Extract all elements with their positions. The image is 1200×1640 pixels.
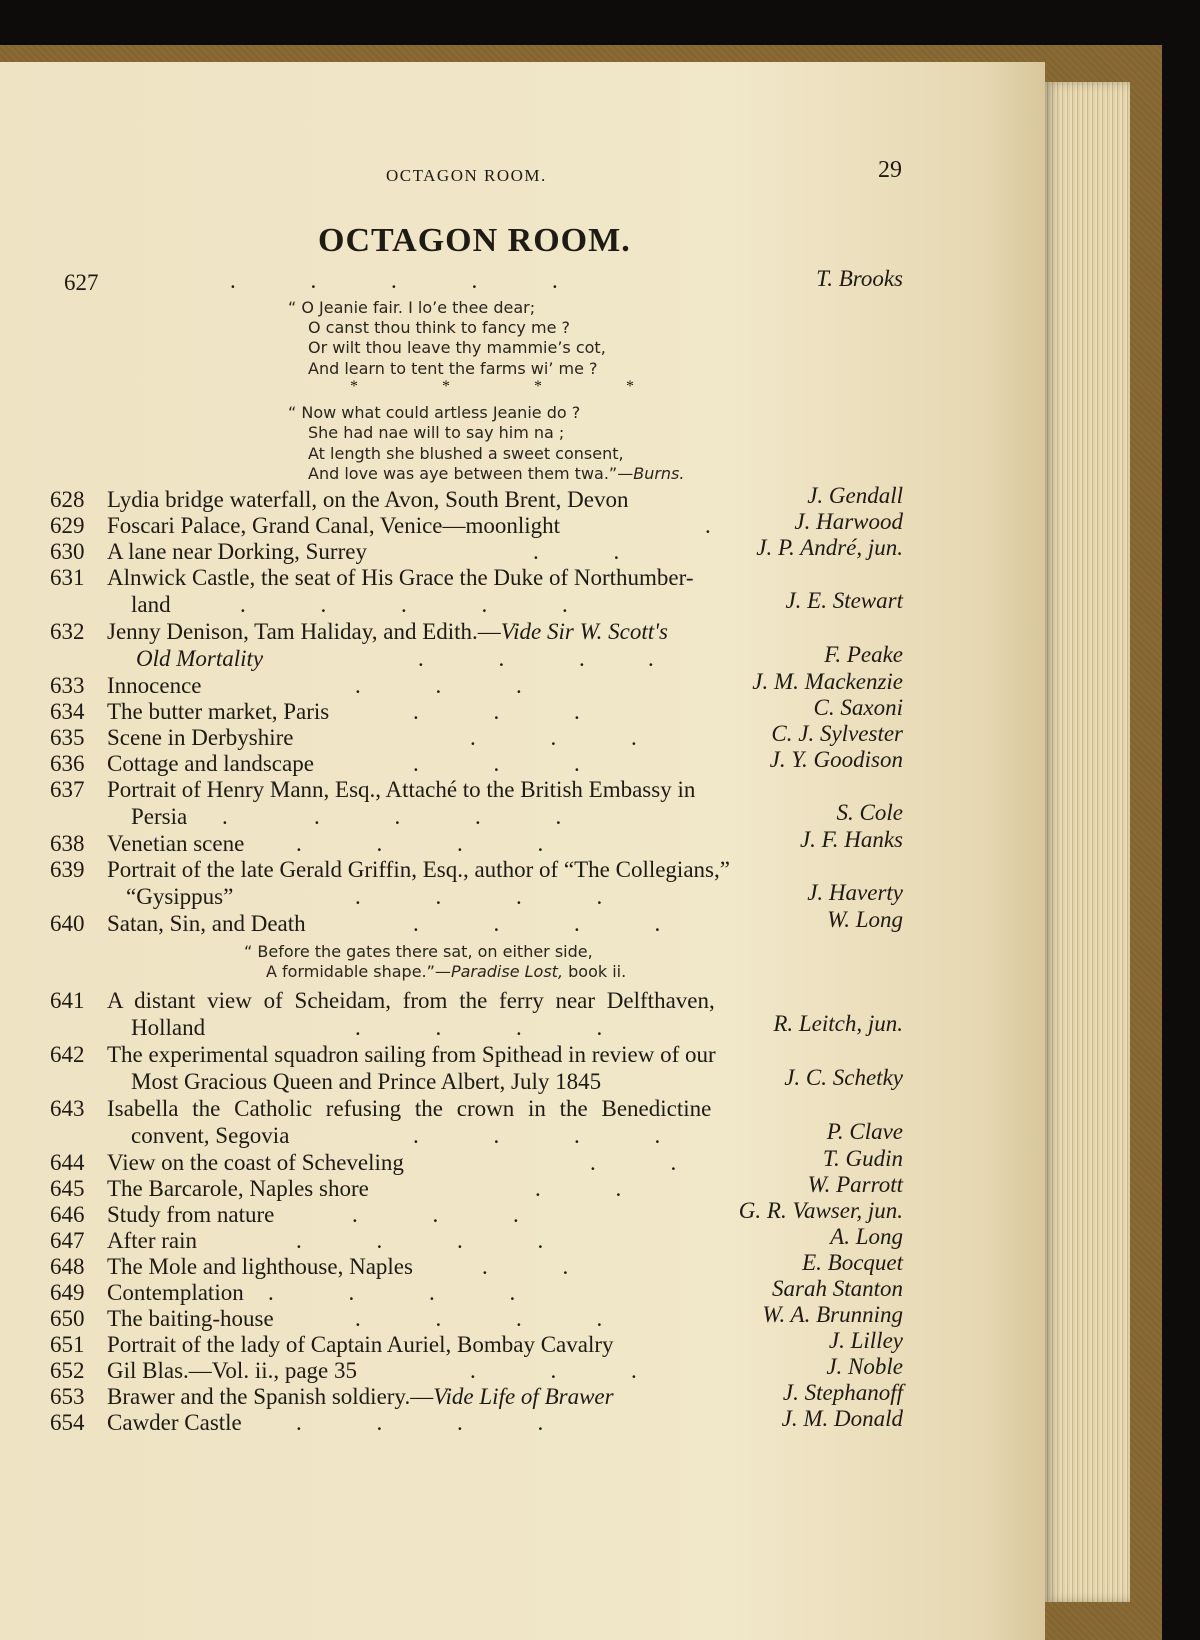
dot-leader: . . . . . (230, 268, 558, 293)
dot-leader: . . (590, 1150, 677, 1175)
artist-name: J. M. Mackenzie (752, 669, 903, 694)
entry-number: 628 (50, 487, 85, 512)
entry-number: 629 (50, 513, 85, 538)
entry-title: Cawder Castle (107, 1410, 242, 1435)
entry-title: View on the coast of Scheveling (107, 1150, 404, 1175)
entry-title-italic: Vide Sir W. Scott's (500, 619, 668, 644)
dot-leader: . . . . (296, 831, 544, 856)
artist-name: J. F. Hanks (799, 827, 903, 852)
dot-leader: . . . . (296, 1410, 544, 1435)
entry-title-continued: Holland (131, 1015, 206, 1040)
dot-leader: . . . . (413, 1123, 661, 1148)
artist-name: W. Parrott (807, 1172, 903, 1197)
entry-number: 653 (50, 1384, 85, 1409)
dot-leader: . . (535, 1176, 622, 1201)
artist-name: G. R. Vawser, jun. (738, 1198, 903, 1223)
dot-leader: . . . (413, 751, 580, 776)
artist-name: T. Brooks (816, 266, 903, 291)
dot-leader: . . . (470, 1358, 637, 1383)
entry-number: 651 (50, 1332, 85, 1357)
entry-number: 645 (50, 1176, 85, 1201)
entry-title: The baiting-house (107, 1306, 274, 1331)
artist-name: E. Bocquet (802, 1250, 903, 1275)
dot-leader: . . . (355, 673, 522, 698)
page-number: 29 (878, 157, 902, 183)
dot-leader: . . . . (355, 1015, 603, 1040)
entry-title-continued: convent, Segovia (131, 1123, 290, 1148)
dot-leader: . (705, 513, 711, 538)
entry-title: Study from nature (107, 1202, 275, 1227)
entry-title: Portrait of Henry Mann, Esq., Attaché to the British Embassy in (107, 777, 696, 802)
entry-title-continued: Most Gracious Queen and Prince Albert, July 1845 (131, 1069, 602, 1094)
verse-stars: * * * * (350, 378, 674, 395)
dot-leader: . . (533, 539, 620, 564)
artist-name: R. Leitch, jun. (773, 1011, 903, 1036)
entry-title-continued: Old Mortality (136, 646, 264, 671)
artist-name: J. M. Donald (781, 1406, 903, 1431)
entry-number: 644 (50, 1150, 85, 1175)
entry-title: Contemplation (107, 1280, 244, 1305)
running-header: OCTAGON ROOM. (386, 166, 547, 185)
entry-title: Gil Blas.—Vol. ii., page 35 (107, 1358, 358, 1383)
artist-name: P. Clave (826, 1119, 903, 1144)
catalogue-page (0, 62, 1045, 1640)
entry-number: 643 (50, 1096, 85, 1121)
entry-title: Innocence (107, 673, 202, 698)
artist-name: J. C. Schetky (784, 1065, 903, 1090)
entry-title-continued: land (131, 592, 171, 617)
entry-title: Venetian scene (107, 831, 245, 856)
entry-title-continued: Persia (131, 804, 188, 829)
dot-leader: . . . . (355, 1306, 603, 1331)
dot-leader: . . . . (418, 646, 654, 671)
verse-line: At length she blushed a sweet consent, (308, 444, 624, 463)
artist-name: Sarah Stanton (772, 1276, 903, 1301)
dot-leader: . . . . . (240, 592, 568, 617)
verse-line: “ Before the gates there sat, on either side, (244, 942, 593, 961)
entry-number: 648 (50, 1254, 85, 1279)
dot-leader: . . . . (296, 1228, 544, 1253)
entry-title: Portrait of the lady of Captain Auriel, Bombay Cavalry (107, 1332, 614, 1357)
entry-number: 650 (50, 1306, 85, 1331)
verse-source: Paradise Lost, (450, 962, 564, 981)
entry-title: Satan, Sin, and Death (107, 911, 306, 936)
verse-line: O canst thou think to fancy me ? (308, 318, 570, 337)
entry-title: The experimental squadron sailing from Spithead in review of our (107, 1042, 716, 1067)
artist-name: J. Haverty (807, 880, 903, 905)
entry-number: 640 (50, 911, 85, 936)
entry-number: 637 (50, 777, 85, 802)
entry-title: Scene in Derbyshire (107, 725, 294, 750)
artist-name: W. A. Brunning (762, 1302, 903, 1327)
entry-title: A lane near Dorking, Surrey (107, 539, 367, 564)
verse-line: She had nae will to say him na ; (308, 423, 565, 442)
artist-name: J. P. André, jun. (756, 535, 903, 560)
verse-line (266, 962, 626, 981)
entry-title: A distant view of Scheidam, from the ferry near Delfthaven, (107, 988, 715, 1013)
verse-line: “ O Jeanie fair. I lo’e thee dear; (288, 298, 536, 317)
artist-name: W. Long (827, 907, 903, 932)
entry-number: 647 (50, 1228, 85, 1253)
entry-number: 641 (50, 988, 85, 1013)
verse-text: A formidable shape.”— (266, 962, 451, 981)
entry-number: 630 (50, 539, 85, 564)
artist-name: C. J. Sylvester (771, 721, 903, 746)
artist-name: T. Gudin (822, 1146, 903, 1171)
dot-leader: . . . . . (222, 804, 562, 829)
entry-number: 638 (50, 831, 85, 856)
dot-leader: . . . (470, 725, 637, 750)
entry-title: Cottage and landscape (107, 751, 314, 776)
artist-name: F. Peake (824, 642, 903, 667)
artist-name: A. Long (830, 1224, 903, 1249)
entry-number: 631 (50, 565, 85, 590)
page-edges (1045, 82, 1130, 1602)
entry-number: 646 (50, 1202, 85, 1227)
entry-title-text: Brawer and the Spanish soldiery.— (107, 1384, 434, 1409)
entry-number: 632 (50, 619, 85, 644)
verse-source: Burns. (633, 464, 685, 483)
dot-leader: . . . . (413, 911, 661, 936)
verse-line: And learn to tent the farms wi’ me ? (308, 359, 598, 378)
entry-title (107, 619, 668, 645)
dot-leader: . . . (413, 699, 580, 724)
entry-title: Lydia bridge waterfall, on the Avon, South Brent, Devon (107, 487, 629, 512)
artist-name: J. E. Stewart (785, 588, 903, 613)
entry-number: 636 (50, 751, 85, 776)
entry-title: The Barcarole, Naples shore (107, 1176, 369, 1201)
artist-name: J. Harwood (794, 509, 903, 534)
artist-name: C. Saxoni (813, 695, 903, 720)
entry-title: After rain (107, 1228, 198, 1253)
entry-title: Portrait of the late Gerald Griffin, Esq., author of “The Collegians,” (107, 857, 730, 882)
dot-leader: . . . . (355, 884, 603, 909)
entry-number: 649 (50, 1280, 85, 1305)
verse-line: “ Now what could artless Jeanie do ? (288, 403, 581, 422)
section-title: OCTAGON ROOM. (318, 222, 631, 259)
artist-name: J. Lilley (828, 1328, 903, 1353)
artist-name: J. Y. Goodison (769, 747, 903, 772)
entry-title (107, 1384, 614, 1410)
dot-leader: . . (482, 1254, 569, 1279)
dot-leader: . . . (352, 1202, 519, 1227)
entry-number: 642 (50, 1042, 85, 1067)
entry-title-italic: Vide Life of Brawer (433, 1384, 614, 1409)
entry-number: 627 (64, 270, 99, 295)
entry-title-text: Jenny Denison, Tam Haliday, and Edith.— (107, 619, 501, 644)
entry-title-continued: “Gysippus” (126, 884, 234, 909)
entry-title: The Mole and lighthouse, Naples (107, 1254, 413, 1279)
artist-name: S. Cole (836, 800, 903, 825)
verse-text: And love was aye between them twa.”— (308, 464, 634, 483)
entry-number: 639 (50, 857, 85, 882)
artist-name: J. Stephanoff (782, 1380, 903, 1405)
entry-title: Isabella the Catholic refusing the crown in the Benedictine (107, 1096, 712, 1121)
entry-title: The butter market, Paris (107, 699, 330, 724)
dot-leader: . . . . (268, 1280, 516, 1305)
entry-number: 652 (50, 1358, 85, 1383)
verse-line: Or wilt thou leave thy mammie’s cot, (308, 338, 606, 357)
verse-line (308, 464, 684, 483)
entry-number: 634 (50, 699, 85, 724)
verse-tail: book ii. (563, 962, 627, 981)
entry-number: 635 (50, 725, 85, 750)
entry-title: Foscari Palace, Grand Canal, Venice—moonlight (107, 513, 561, 538)
artist-name: J. Noble (826, 1354, 903, 1379)
entry-number: 654 (50, 1410, 85, 1435)
artist-name: J. Gendall (807, 483, 903, 508)
entry-title: Alnwick Castle, the seat of His Grace the Duke of Northumber- (107, 565, 694, 590)
entry-number: 633 (50, 673, 85, 698)
